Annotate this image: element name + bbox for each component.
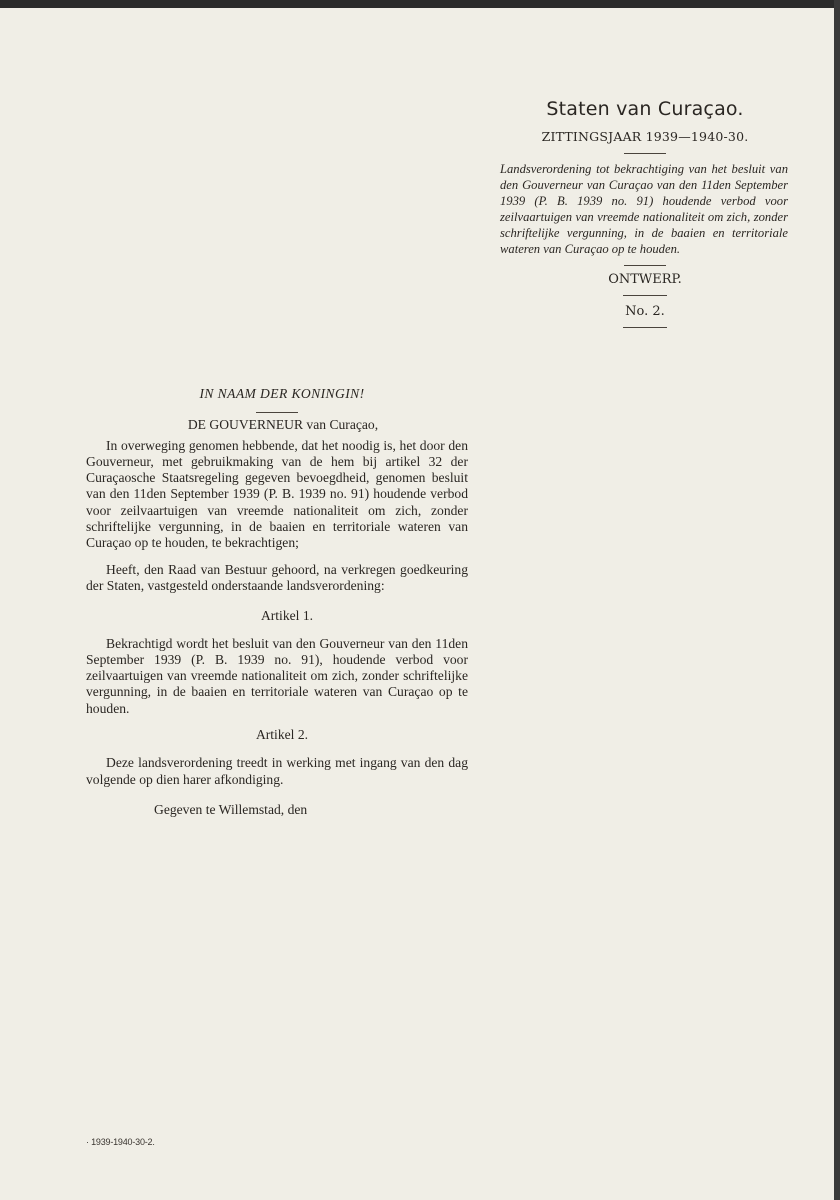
document-header [500, 98, 790, 328]
enactment-paragraph: Heeft, den Raad van Bestuur gehoord, na verkregen goedkeuring der Staten, vastgesteld onderstaande landsverordening: [86, 561, 468, 593]
divider [623, 295, 667, 296]
draft-number: No. 2. [625, 304, 665, 319]
ordinance-body [86, 386, 468, 818]
divider [624, 153, 666, 154]
divider [623, 327, 667, 328]
ordinance-description: Landsverordening tot bekrachtiging van het besluit van den Gouverneur van Curaçao van den 11den September 1939 (P. B. 1939 no. 91) houdende verbod voor zeilvaartuigen van vreemde nationaliteit om zich, zonder schriftelijke vergunning, in de baaien en territoriale wateren van Curaçao op te houden. [500, 162, 788, 256]
scan-edge [834, 0, 840, 1200]
invocation: IN NAAM DER KONINGIN! [199, 386, 365, 401]
preamble-paragraph: In overweging genomen hebbende, dat het noodig is, het door den Gouverneur, met gebruikmaking van de hem bij artikel 32 der Curaçaosche Staatsregeling gegeven bevoegdheid, genomen besluit van den 11den September 1939 (P. B. 1939 no. 91) houdende verbod voor zeilvaartuigen van vreemde nationaliteit om zich, zonder schriftelijke vergunning, in de baaien en territoriale wateren van Curaçao op te houden, te bekrachtigen; [86, 437, 468, 551]
document-code: · 1939-1940-30-2. [86, 1137, 155, 1147]
draft-label: ONTWERP. [608, 272, 682, 287]
divider [256, 412, 298, 413]
divider [624, 265, 666, 266]
article-1-text: Bekrachtigd wordt het besluit van den Gouverneur van den 11den September 1939 (P. B. 1939 no. 91), houdende verbod voor zeilvaartuigen van vreemde nationaliteit om zich, zonder schriftelijke vergunning, in de baaien en territoriale wateren van Curaçao op te houden. [86, 635, 468, 716]
closing-line: Gegeven te Willemstad, den [154, 801, 308, 817]
session-year: ZITTINGSJAAR 1939—1940-30. [541, 129, 749, 144]
article-1-heading: Artikel 1. [260, 608, 314, 624]
article-2-heading: Artikel 2. [255, 727, 309, 743]
article-2-text: Deze landsverordening treedt in werking met ingang van den dag volgende op dien harer afkondiging. [86, 755, 468, 787]
governor-line: DE GOUVERNEUR van Curaçao, [187, 417, 379, 433]
document-page [0, 8, 834, 1200]
document-title: Staten van Curaçao. [546, 98, 744, 120]
